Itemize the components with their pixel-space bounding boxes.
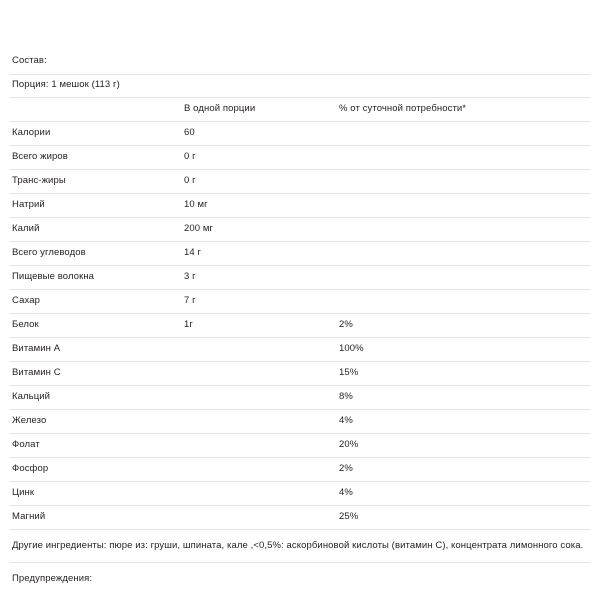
nutrient-name: Фолат <box>12 439 40 450</box>
nutrient-amount <box>184 410 339 421</box>
table-row <box>10 386 590 410</box>
nutrient-dv: 20% <box>339 439 359 450</box>
nutrient-name: Железо <box>12 415 47 426</box>
composition-label: Состав: <box>12 55 47 66</box>
other-ingredients: Другие ингредиенты: пюре из: груши, шпината, кале ,<0,5%: аскорбиновой кислоты (витамин C), концентрата лимонного сока. <box>10 530 590 563</box>
table-row <box>10 266 590 290</box>
warnings-label: Предупреждения: <box>12 573 93 584</box>
table-row <box>10 482 590 506</box>
composition-spacer <box>184 52 339 62</box>
nutrient-name: Витамин C <box>12 367 61 378</box>
table-row <box>10 122 590 146</box>
nutrient-amount <box>184 338 339 349</box>
table-row <box>10 194 590 218</box>
nutrient-dv <box>339 290 588 301</box>
nutrient-amount: 200 мг <box>184 223 214 234</box>
nutrient-name: Кальций <box>12 391 51 402</box>
nutrient-dv: 15% <box>339 367 359 378</box>
nutrient-dv: 8% <box>339 391 353 402</box>
nutrient-amount: 14 г <box>184 247 202 258</box>
nutrient-amount <box>184 386 339 397</box>
nutrient-name: Всего углеводов <box>12 247 86 258</box>
table-row <box>10 314 590 338</box>
nutrient-name: Белок <box>12 319 39 330</box>
nutrient-dv <box>339 218 588 229</box>
table-row <box>10 434 590 458</box>
nutrient-name: Витамин A <box>12 343 61 354</box>
nutrient-dv <box>339 146 588 157</box>
nutrient-dv: 100% <box>339 343 364 354</box>
serving-size-label: Порция: 1 мешок (113 г) <box>12 79 120 90</box>
nutrient-dv <box>339 242 588 253</box>
serving-size-spacer-2 <box>339 75 588 85</box>
nutrient-amount: 10 мг <box>184 199 208 210</box>
nutrient-amount: 60 <box>184 127 195 138</box>
nutrient-dv: 2% <box>339 319 353 330</box>
serving-size-row <box>10 75 590 98</box>
nutrient-amount <box>184 506 339 517</box>
nutrient-dv: 4% <box>339 487 353 498</box>
nutrient-amount <box>184 482 339 493</box>
composition-spacer-2 <box>339 52 588 62</box>
nutrient-amount: 3 г <box>184 271 196 282</box>
nutrient-dv <box>339 170 588 181</box>
header-per-serving: В одной порции <box>184 103 256 114</box>
nutrient-dv <box>339 194 588 205</box>
nutrient-name: Всего жиров <box>12 151 68 162</box>
table-row <box>10 218 590 242</box>
serving-size-spacer <box>184 75 339 85</box>
header-nutrient <box>12 98 184 109</box>
table-row <box>10 338 590 362</box>
composition-row <box>10 52 590 75</box>
nutrient-name: Транс-жиры <box>12 175 66 186</box>
nutrient-amount: 7 г <box>184 295 196 306</box>
nutrient-amount: 0 г <box>184 151 196 162</box>
nutrient-name: Магний <box>12 511 46 522</box>
header-daily-value: % от суточной потребности* <box>339 103 467 114</box>
nutrient-amount: 1г <box>184 319 193 330</box>
nutrition-table <box>10 0 590 585</box>
nutrient-amount: 0 г <box>184 175 196 186</box>
nutrient-amount <box>184 458 339 469</box>
table-row <box>10 410 590 434</box>
nutrient-dv: 25% <box>339 511 359 522</box>
nutrient-name: Сахар <box>12 295 40 306</box>
nutrient-name: Цинк <box>12 487 35 498</box>
nutrient-name: Фосфор <box>12 463 49 474</box>
table-row <box>10 170 590 194</box>
nutrient-dv <box>339 122 588 133</box>
table-row <box>10 242 590 266</box>
table-row <box>10 146 590 170</box>
nutrient-dv <box>339 266 588 277</box>
table-row <box>10 506 590 530</box>
nutrient-amount <box>184 434 339 445</box>
table-row <box>10 362 590 386</box>
table-header-row <box>10 98 590 122</box>
nutrient-name: Пищевые волокна <box>12 271 95 282</box>
table-row <box>10 458 590 482</box>
nutrient-dv: 2% <box>339 463 353 474</box>
table-row <box>10 290 590 314</box>
nutrient-name: Калории <box>12 127 51 138</box>
nutrient-dv: 4% <box>339 415 353 426</box>
nutrient-name: Натрий <box>12 199 45 210</box>
nutrient-name: Калий <box>12 223 40 234</box>
nutrient-amount <box>184 362 339 373</box>
